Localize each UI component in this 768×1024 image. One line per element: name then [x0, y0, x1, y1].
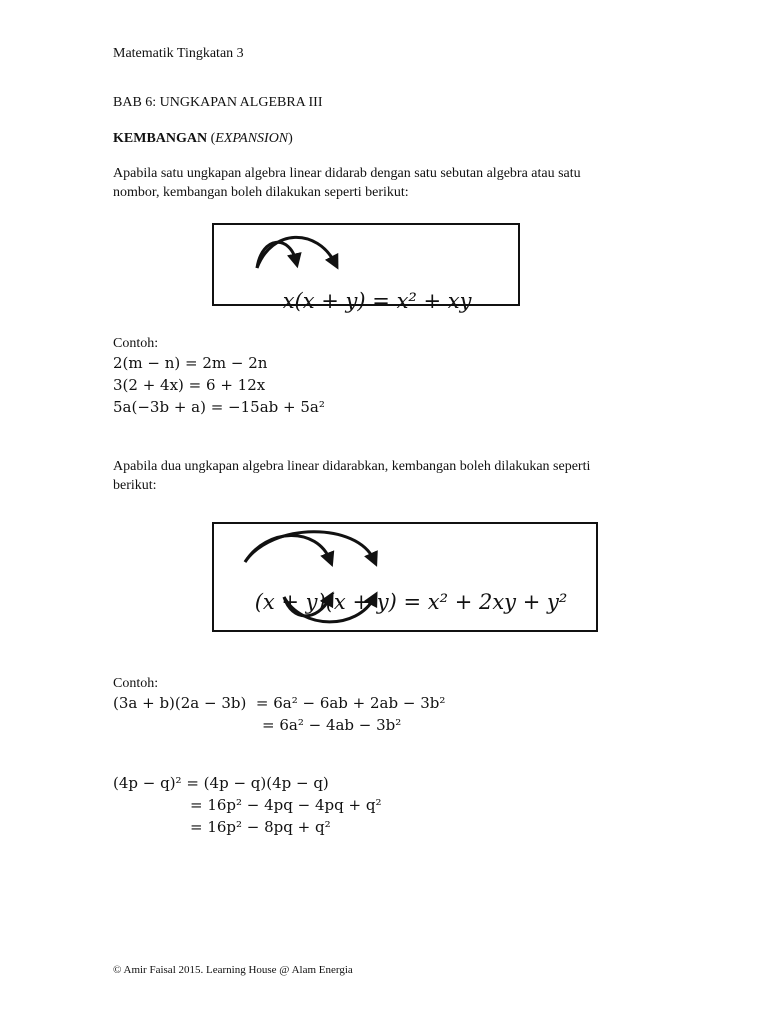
formula1-lhs: x(x + y) [282, 289, 366, 313]
header-subject: Matematik Tingkatan 3 [113, 46, 244, 61]
section-title-italic: EXPANSION [215, 131, 289, 146]
arrow-top-outer [245, 532, 374, 562]
example1-line-2: 3(2 + 4x) = 6 + 12x [113, 376, 266, 394]
example2-2-line-3: = 16p² − 8pq + q² [190, 818, 331, 836]
formula2-equals: = [403, 590, 422, 614]
formula2-expression [228, 566, 567, 638]
examples2-label: Contoh: [113, 676, 159, 691]
example1-line-3: 5a(−3b + a) = −15ab + 5a² [113, 398, 325, 416]
section-title-open-paren: ( [210, 131, 216, 146]
example2-1-line-2: = 6a² − 4ab − 3b² [262, 716, 402, 734]
intro1-line1: Apabila satu ungkapan algebra linear didarab dengan satu sebutan algebra atau satu [113, 166, 581, 181]
intro2-line2: berikut: [113, 478, 157, 493]
formula-box-1 [212, 223, 520, 313]
example2-2-line-2: = 16p² − 4pq − 4pq + q² [190, 796, 382, 814]
formula2-lhs: (x + y)(x + y) [254, 590, 397, 614]
arrow-x-to-y [257, 237, 335, 268]
examples1-label: Contoh: [113, 336, 159, 351]
example2-1-line-1: (3a + b)(2a − 3b) = 6a² − 6ab + 2ab − 3b² [113, 694, 446, 712]
section-title [113, 129, 293, 149]
chapter-title: BAB 6: UNGKAPAN ALGEBRA III [113, 95, 323, 110]
example2-2-line-1: (4p − q)² = (4p − q)(4p − q) [113, 774, 329, 792]
section-title-bold: KEMBANGAN [113, 131, 208, 146]
formula-box-2 [212, 522, 598, 632]
formula1-expression [256, 265, 472, 337]
example1-line-1: 2(m − n) = 2m − 2n [113, 354, 268, 372]
intro1-line2: nombor, kembangan boleh dilakukan seperti berikut: [113, 185, 409, 200]
formula1-equals: = [372, 289, 390, 313]
intro2-line1: Apabila dua ungkapan algebra linear didarabkan, kembangan boleh dilakukan seperti [113, 459, 591, 474]
formula1-rhs: x² + xy [396, 289, 472, 313]
footer-copyright: © Amir Faisal 2015. Learning House @ Alam Energia [113, 964, 353, 976]
formula2-rhs: x² + 2xy + y² [427, 590, 568, 614]
section-title-close-paren: ) [288, 131, 293, 146]
